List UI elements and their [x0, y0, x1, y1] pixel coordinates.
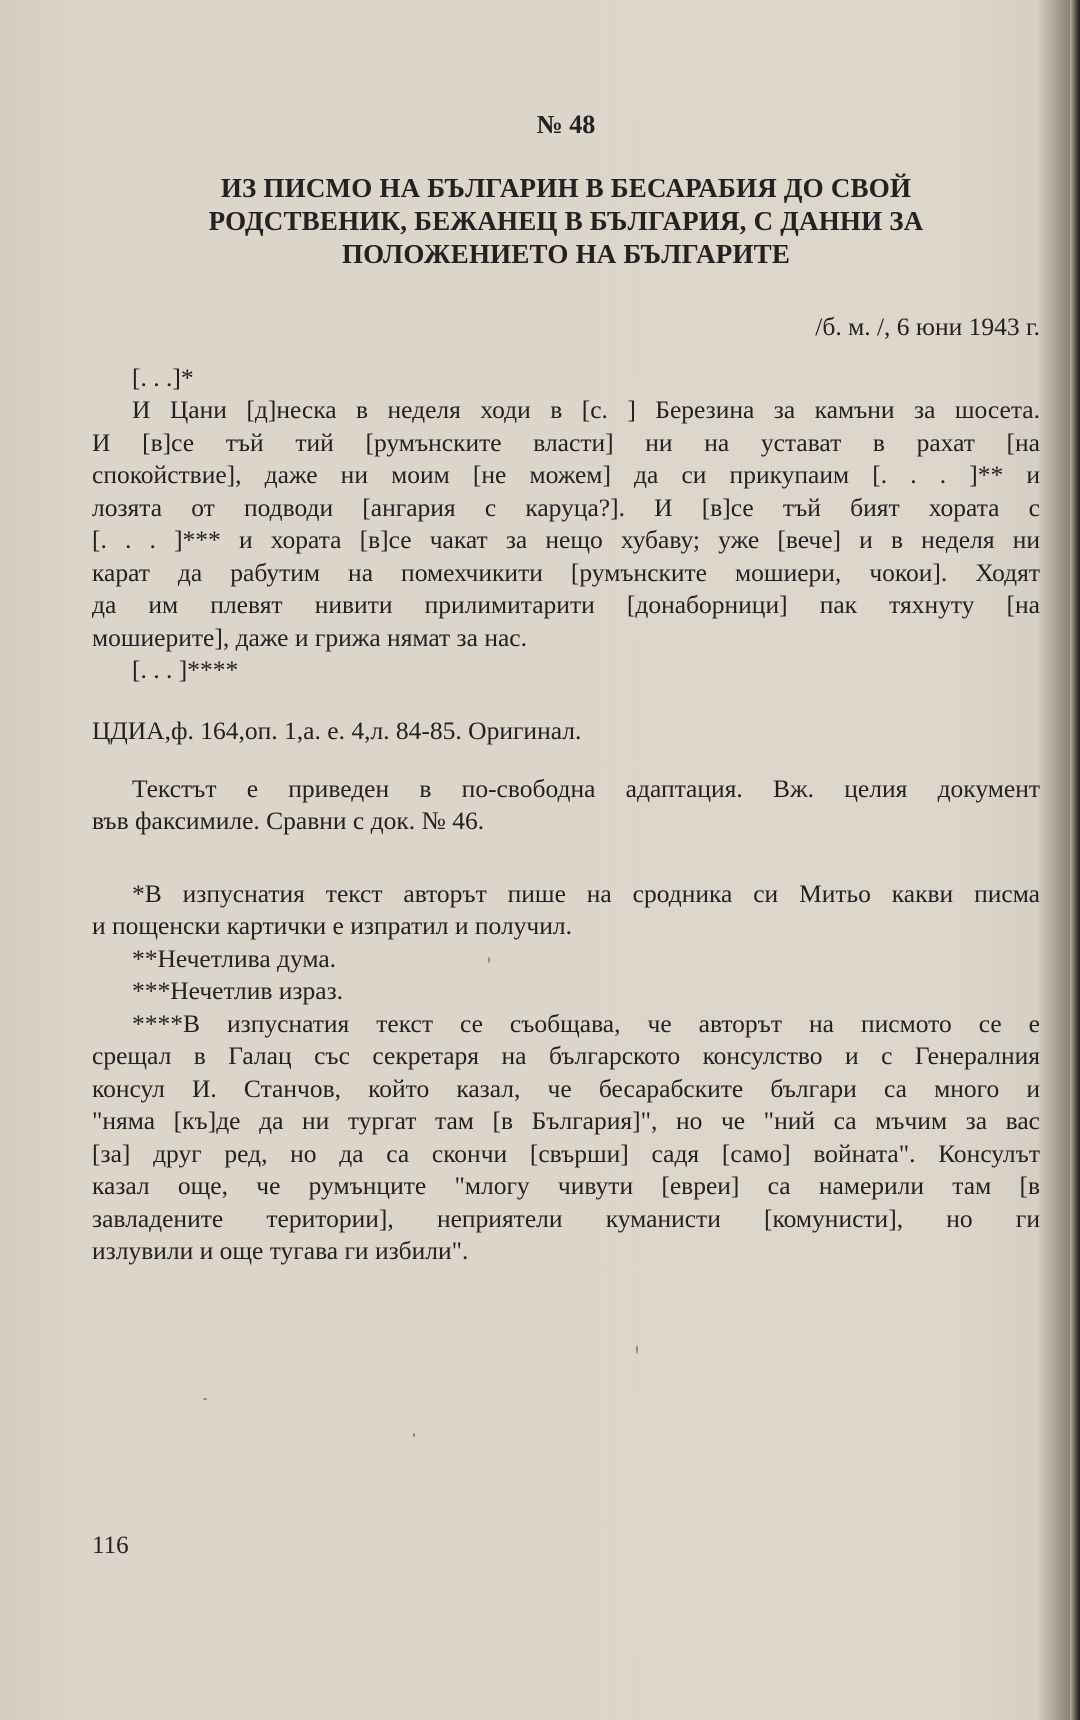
source-section	[92, 715, 1040, 838]
footnote-line: завладените територии], неприятели куманисти [комунисти], но ги	[92, 1203, 1040, 1233]
footnote-line: консул И. Станчов, който казал, че бесарабските българи са много и	[92, 1073, 1040, 1103]
document-number: № 48	[536, 110, 596, 139]
footnote-line: казал още, че румънците "млогу чивути [евреи] са намерили там [в	[92, 1171, 1040, 1200]
footnotes	[92, 878, 1040, 1268]
footnote-1	[92, 878, 1040, 943]
footnote-line: излувили и още тугава ги избили".	[92, 1236, 469, 1265]
source-note-line: във факсимиле. Сравни с док. № 46.	[92, 806, 485, 835]
source-note-line: Текстът е приведен в по-свободна адаптация. Вж. целия документ	[132, 773, 1040, 803]
letter-line: да им плевят нивити прилимитарити [донаборници] пак тяхнуту [на	[92, 590, 1040, 619]
letter-line: И Цани [д]неска в неделя ходи в [с. ] Березина за камъни за шосета.	[132, 395, 1040, 424]
binding-edge	[1070, 0, 1080, 1720]
title-line: ИЗ ПИСМО НА БЪЛГАРИН В БЕСАРАБИЯ ДО СВОЙ	[220, 173, 912, 203]
footnote-3: ***Нечетлив израз.	[132, 976, 344, 1005]
date-line: /б. м. /, 6 юни 1943 г.	[815, 312, 1040, 341]
letter-line: И [в]се тъй тий [румънските власти] ни на устават в рахат [на	[92, 427, 1040, 457]
letter-line: карат да рабутим на помехчикити [румънските мошиери, чокои]. Ходят	[92, 557, 1040, 587]
document-content	[92, 108, 1040, 1268]
footnote-line: "няма [къ]де да ни тургат там [в България]", но че "ний са мъчим за вас	[92, 1106, 1040, 1135]
paper-speck	[203, 1398, 207, 1400]
document-title	[92, 172, 1040, 271]
paper-speck	[636, 1345, 638, 1354]
title-line: ПОЛОЖЕНИЕТО НА БЪЛГАРИТЕ	[341, 239, 791, 269]
omission-marker-end: [. . . ]****	[132, 655, 239, 684]
footnote-line: и пощенски картички е изпратил и получил.	[92, 911, 572, 940]
omission-marker-start: [. . .]*	[132, 362, 194, 392]
letter-line: лозята от подводи [ангария с каруца?]. И [в]се тъй бият хората с	[92, 492, 1040, 522]
footnote-line: [за] друг ред, но да са скончи [свърши] садя [само] войната". Консулът	[92, 1138, 1040, 1168]
archive-reference: ЦДИА,ф. 164,оп. 1,а. е. 4,л. 84-85. Оригинал.	[92, 715, 582, 745]
paper-speck	[488, 957, 490, 963]
letter-line: спокойствие], даже ни моим [не можем] да си прикупаим [. . . ]** и	[92, 460, 1040, 489]
letter-line: [. . . ]*** и хората [в]се чакат за нещо хубаву; уже [вече] и в неделя ни	[92, 525, 1040, 554]
footnote-4	[92, 1008, 1040, 1268]
page-number: 116	[92, 1532, 129, 1559]
footnote-line: ****В изпуснатия текст се съобщава, че авторът на писмото се е	[132, 1008, 1040, 1038]
footnote-2: **Нечетлива дума.	[132, 943, 337, 973]
footnote-line: *В изпуснатия текст авторът пише на сродника си Митьо какви писма	[132, 878, 1040, 908]
paper-speck	[413, 1433, 415, 1437]
letter-excerpt	[92, 362, 1040, 687]
title-line: РОДСТВЕНИК, БЕЖАНЕЦ В БЪЛГАРИЯ, С ДАННИ ЗА	[208, 206, 924, 236]
letter-line: мошиерите], даже и грижа нямат за нас.	[92, 622, 527, 652]
source-note	[92, 773, 1040, 838]
footnote-line: срещал в Галац със секретаря на българското консулство и с Генералния	[92, 1041, 1040, 1070]
letter-text	[92, 394, 1040, 654]
